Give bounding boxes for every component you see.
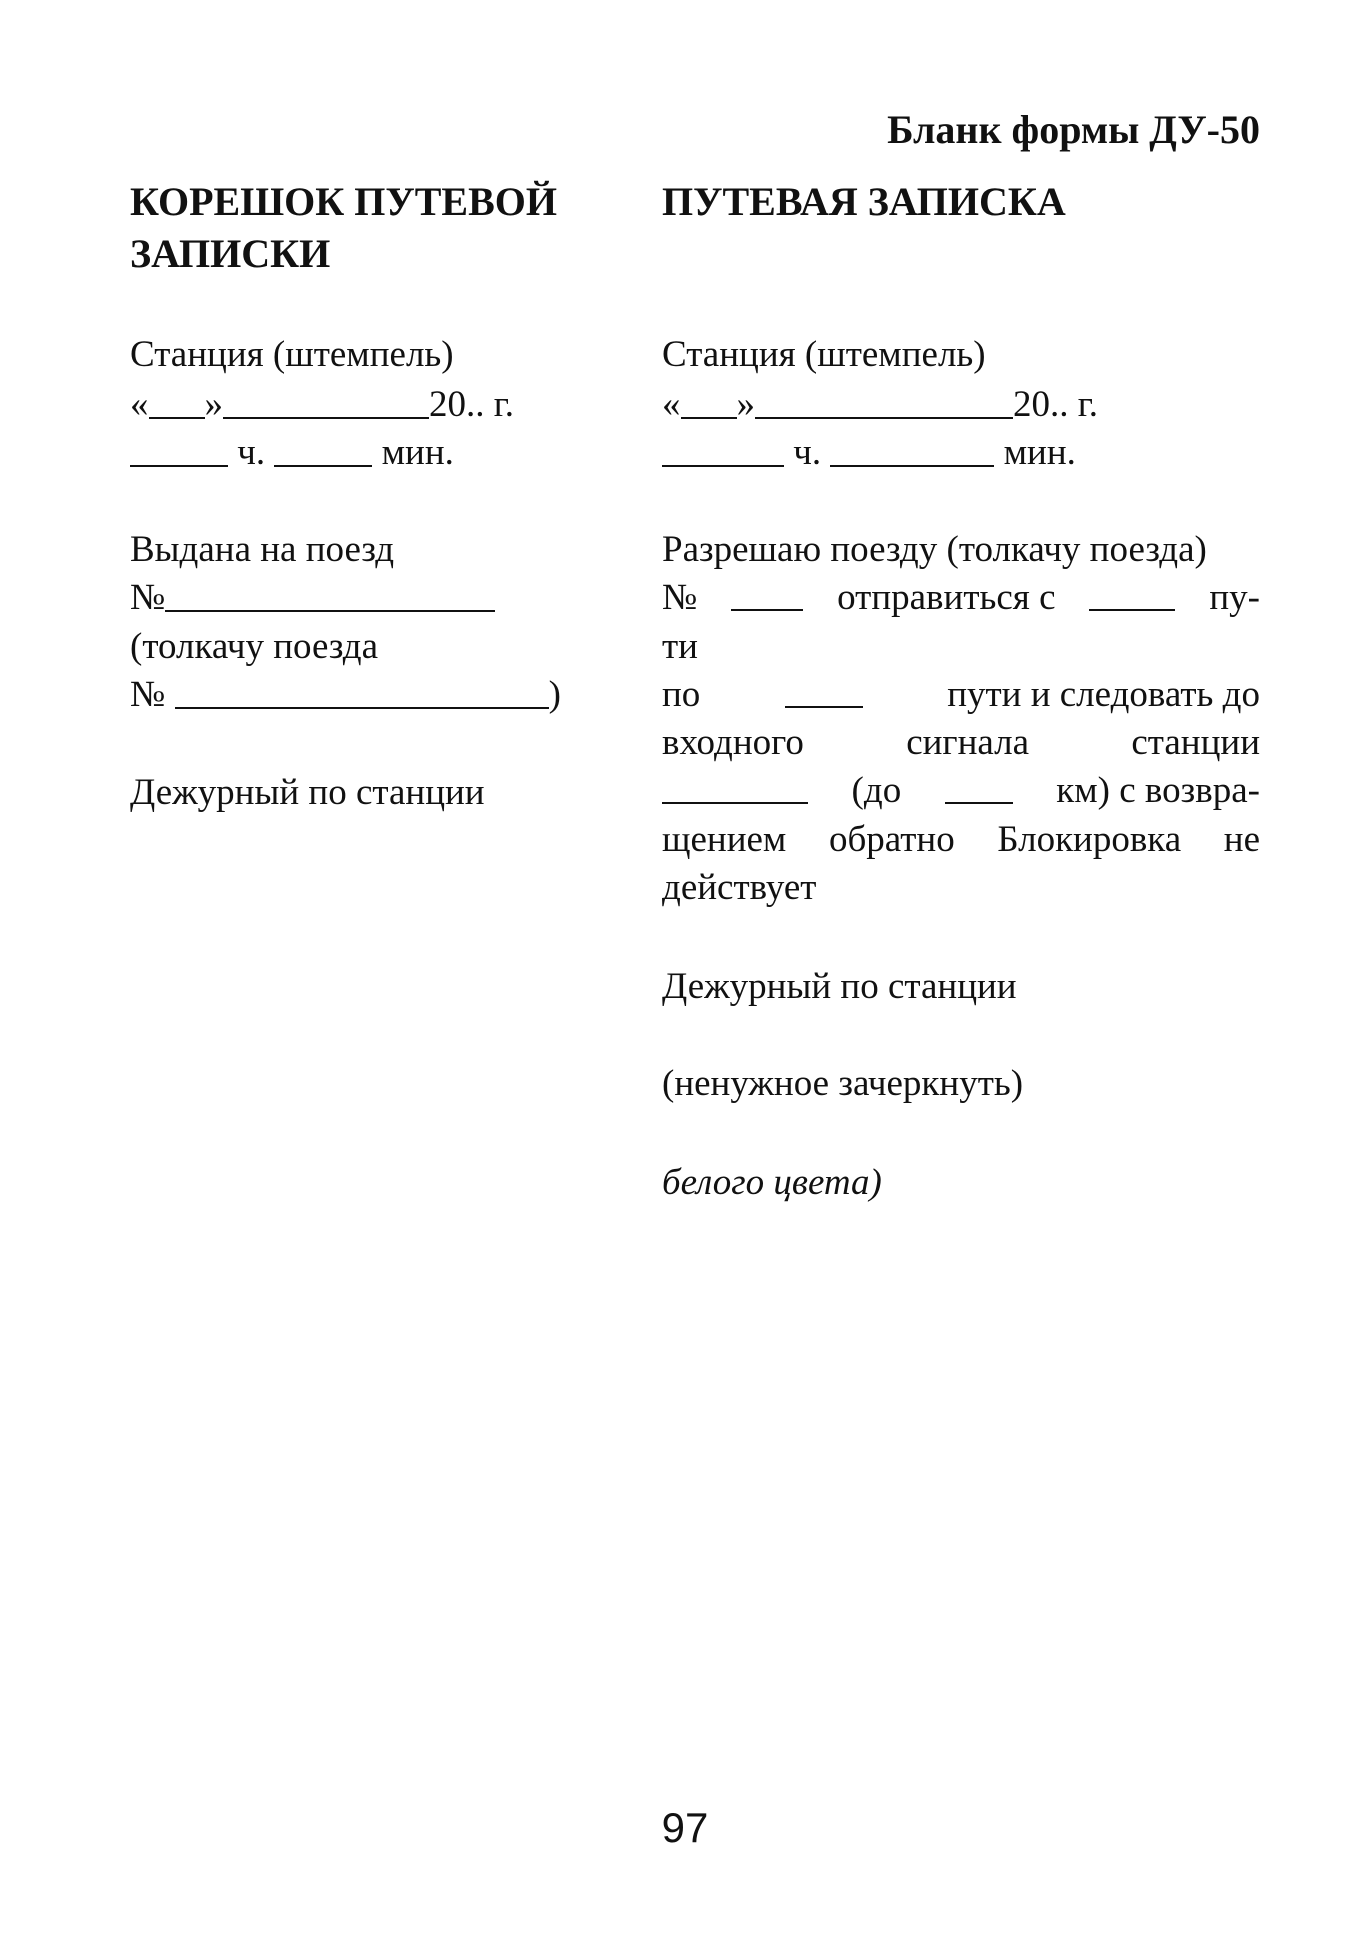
stub-pusher-number-line: [130, 670, 561, 719]
stub-date-open-quote: «: [130, 384, 149, 425]
stub-hour-label: ч.: [237, 432, 266, 473]
stub-year-label: 20.. г.: [429, 384, 515, 425]
stub-pusher-close-paren: ): [548, 674, 561, 715]
stub-heading-line2: ЗАПИСКИ: [130, 231, 331, 276]
note-date-close-quote: »: [736, 384, 755, 425]
note-signal-label: сигнала: [906, 722, 1030, 763]
note-km-return-label: км) с возвра-: [1056, 770, 1260, 811]
note-station-name-blank: [662, 766, 808, 804]
note-km-blank: [945, 766, 1013, 804]
note-day-blank: [681, 381, 737, 419]
stub-minute-label: мин.: [381, 432, 454, 473]
note-not-working-label: действует: [662, 867, 817, 908]
note-year-label: 20.. г.: [1013, 384, 1099, 425]
stub-number-sign: №: [130, 577, 166, 618]
stub-heading-line1: КОРЕШОК ПУТЕВОЙ: [130, 179, 558, 224]
note-month-blank: [755, 381, 1013, 419]
stub-minute-blank: [274, 429, 372, 467]
note-follow-line: [662, 670, 1260, 719]
note-minute-label: мин.: [1003, 432, 1076, 473]
stub-time-line: [130, 428, 454, 477]
note-track-word-part1: пу-: [1209, 577, 1260, 618]
note-time-line: [662, 428, 1076, 477]
note-station-word: станции: [1131, 722, 1260, 763]
form-title: Бланк формы ДУ-50: [887, 107, 1260, 152]
stub-hour-blank: [130, 429, 228, 467]
stub-station-label: Станция (штемпель): [130, 334, 454, 375]
note-depart-line: [662, 573, 1260, 622]
note-entry-label: входного: [662, 722, 804, 763]
stub-issued-label: Выдана на поезд: [130, 529, 395, 570]
note-track-word-part2: ти: [662, 626, 698, 667]
stub-month-blank: [223, 381, 429, 419]
note-station-label: Станция (штемпель): [662, 334, 986, 375]
note-heading: ПУТЕВАЯ ЗАПИСКА: [662, 179, 1066, 224]
note-number-sign: №: [662, 577, 698, 618]
stub-train-number-line: [130, 573, 495, 622]
stub-date-close-quote: »: [204, 384, 223, 425]
note-follow-label: пути и следовать до: [947, 674, 1260, 715]
note-depart-track-blank: [1089, 573, 1175, 611]
stub-pusher-number-sign: №: [130, 674, 166, 715]
note-duty-officer-label: Дежурный по станции: [662, 966, 1017, 1007]
note-up-to-label: (до: [851, 770, 902, 811]
note-color-note: белого цвета): [662, 1162, 882, 1203]
note-minute-blank: [830, 429, 994, 467]
stub-duty-officer-label: Дежурный по станции: [130, 772, 485, 813]
note-hour-blank: [662, 429, 784, 467]
note-depart-label: отправиться с: [837, 577, 1056, 618]
note-return-line: щением обратно Блокировка не: [662, 819, 1260, 860]
note-km-line: [662, 766, 1260, 815]
note-track-number-blank: [785, 670, 863, 708]
note-signal-line: [662, 718, 1260, 767]
stub-pusher-number-blank: [175, 671, 549, 709]
stub-date-line: [130, 380, 514, 429]
stub-train-number-blank: [165, 574, 495, 612]
note-date-line: [662, 380, 1098, 429]
note-by-label: по: [662, 674, 701, 715]
note-hour-label: ч.: [793, 432, 822, 473]
note-strike-instruction: (ненужное зачеркнуть): [662, 1063, 1024, 1104]
stub-pusher-label: (толкачу поезда: [130, 626, 379, 667]
stub-day-blank: [149, 381, 205, 419]
note-train-number-blank: [731, 573, 803, 611]
note-date-open-quote: «: [662, 384, 681, 425]
note-permit-label: Разрешаю поезду (толкачу поезда): [662, 529, 1207, 570]
page-number: 97: [661, 1804, 709, 1851]
